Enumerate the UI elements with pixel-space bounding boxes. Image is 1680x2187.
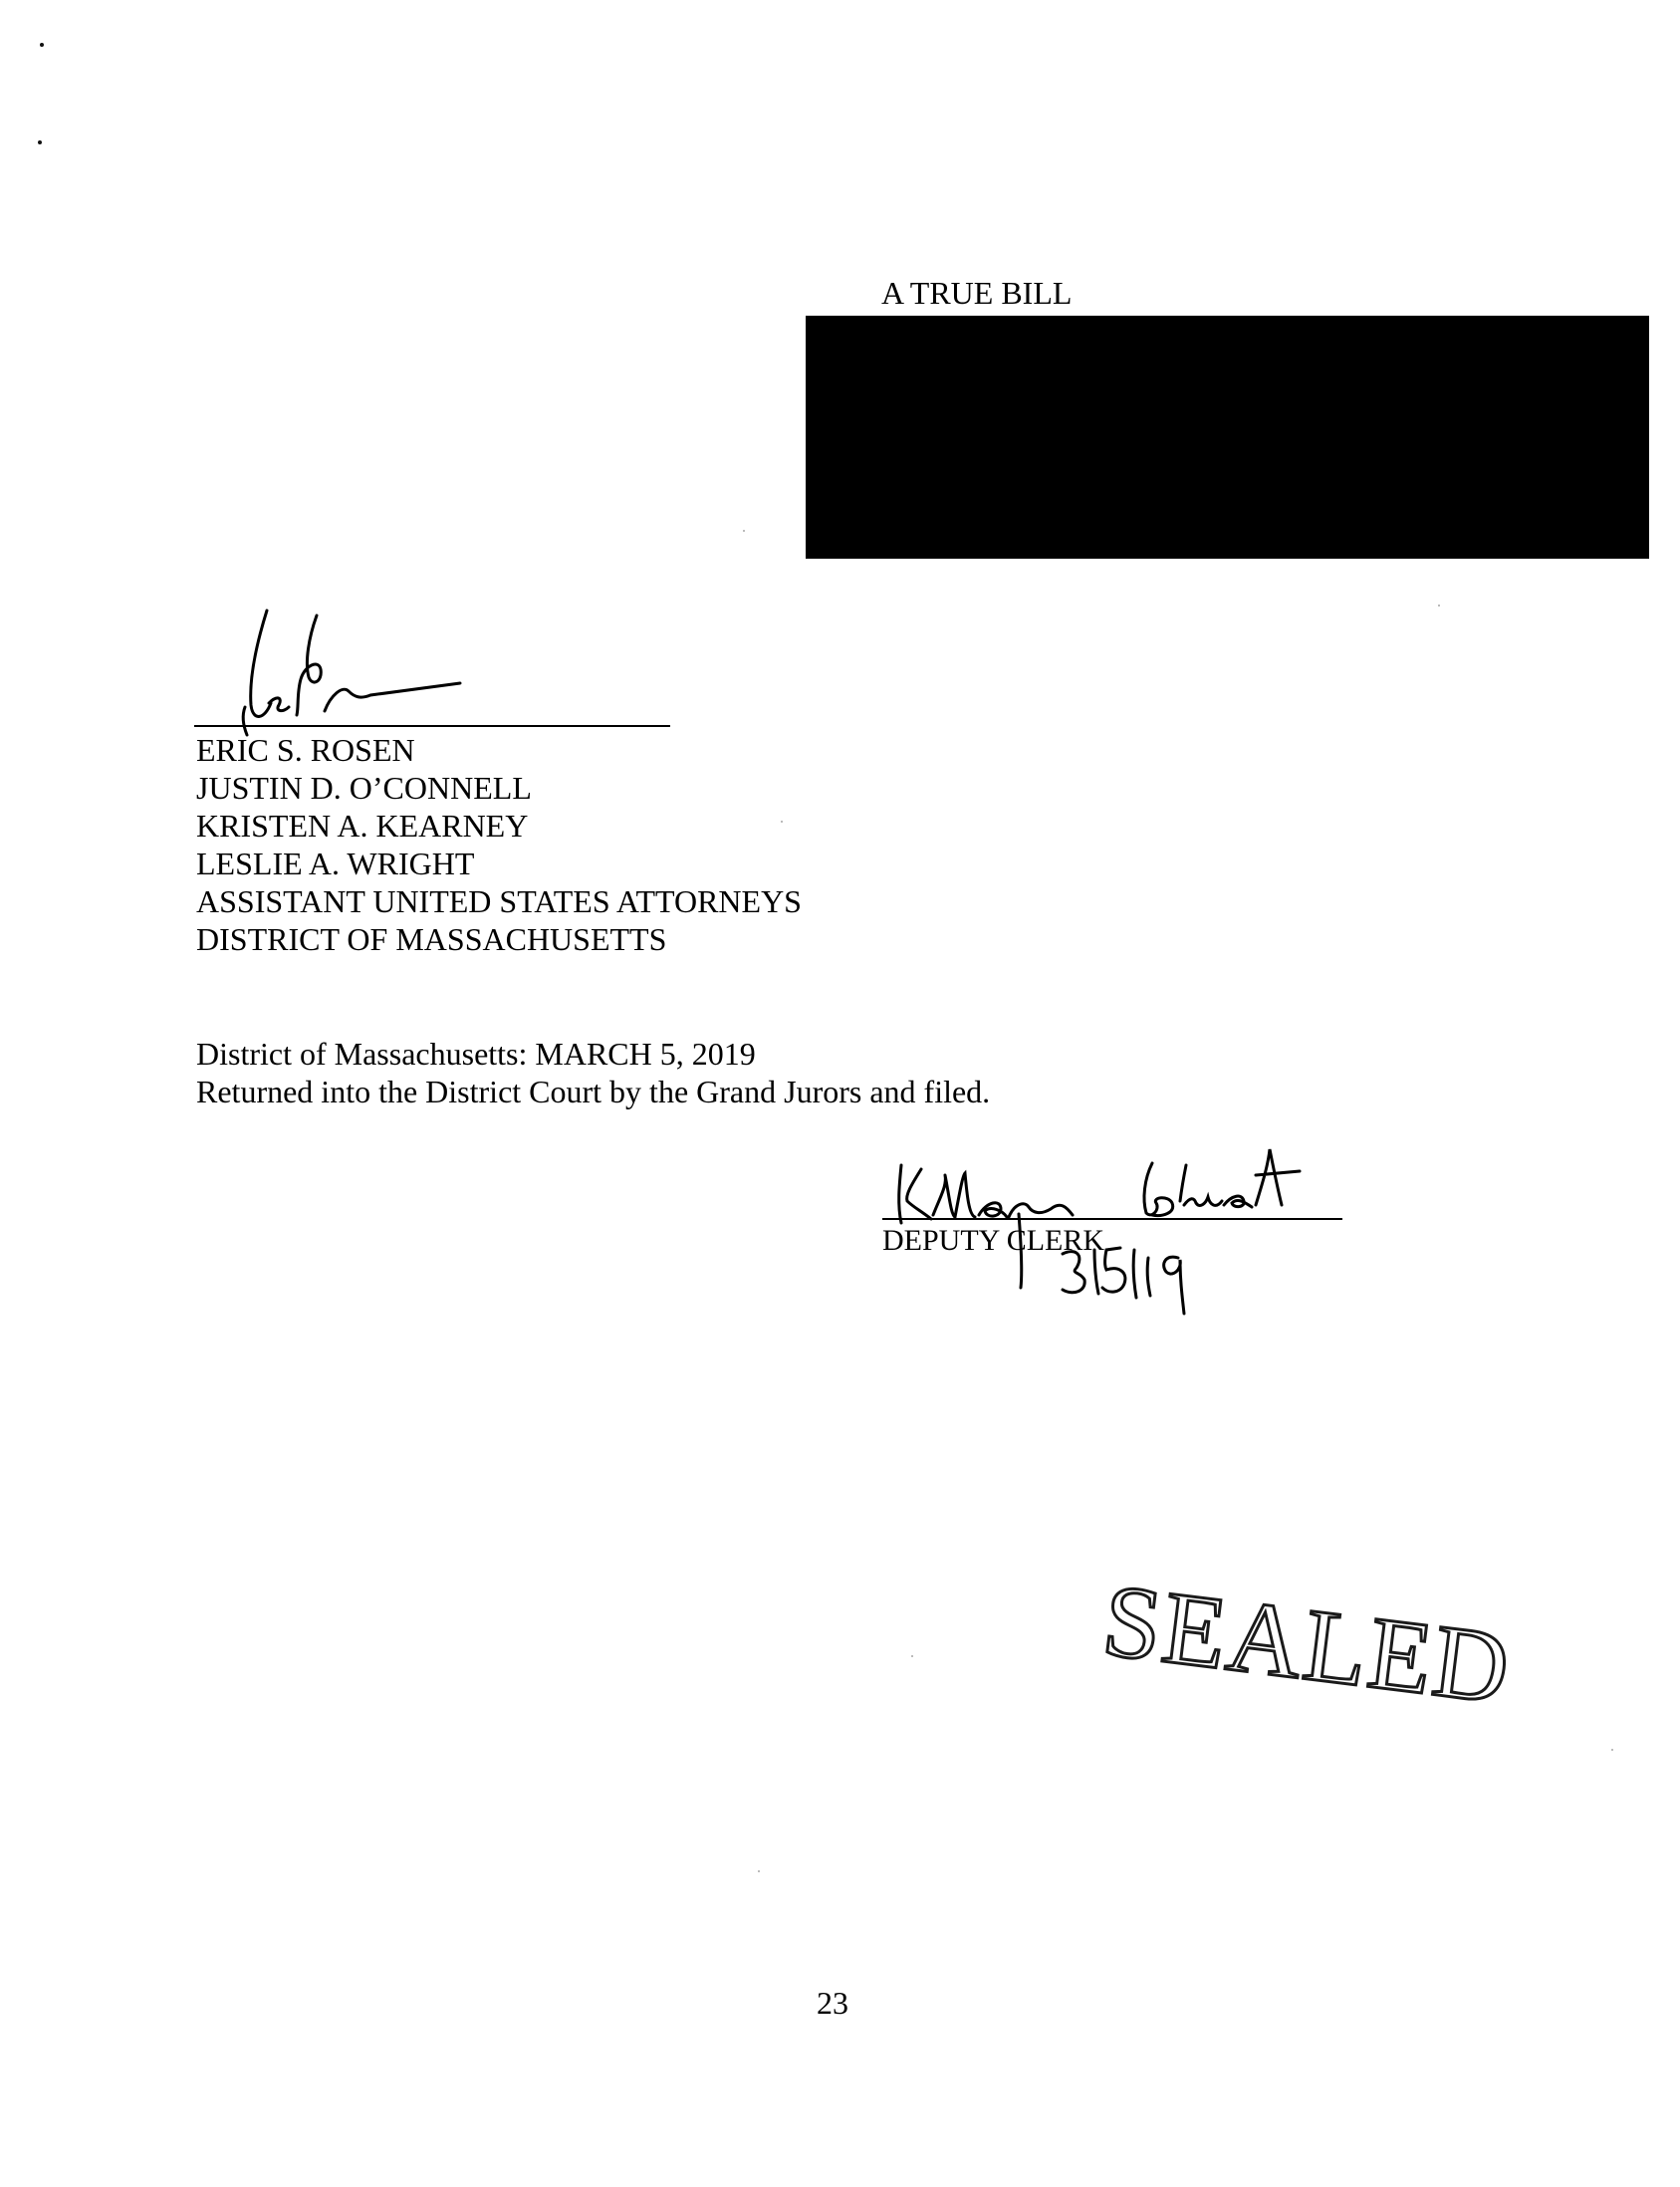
return-date-line: District of Massachusetts: MARCH 5, 2019 [196, 1036, 756, 1072]
prosecutor-signature [239, 608, 478, 742]
signatory-office: DISTRICT OF MASSACHUSETTS [196, 921, 667, 957]
signatory-title: ASSISTANT UNITED STATES ATTORNEYS [196, 883, 802, 919]
scan-speck [758, 1870, 760, 1872]
signatory-name: JUSTIN D. O’CONNELL [196, 770, 532, 806]
signatory-name: ERIC S. ROSEN [196, 732, 415, 768]
signatory-name: KRISTEN A. KEARNEY [196, 808, 529, 844]
sealed-stamp: SEALED [1096, 1563, 1518, 1727]
scan-speck [38, 140, 42, 144]
signatory-name: LESLIE A. WRIGHT [196, 846, 475, 881]
scan-speck [781, 821, 783, 823]
return-filed-line: Returned into the District Court by the Grand Jurors and filed. [196, 1074, 991, 1109]
scan-speck [40, 43, 44, 47]
redaction-box [806, 316, 1649, 559]
scan-speck [911, 1655, 913, 1657]
clerk-handwritten-date [1011, 1210, 1210, 1320]
scan-speck [743, 530, 745, 532]
clerk-label: DEPUTY CLERK [882, 1224, 1105, 1257]
true-bill-heading: A TRUE BILL [881, 275, 1073, 311]
page-number: 23 [817, 1985, 848, 2021]
scan-speck [1438, 605, 1440, 607]
scan-speck [1611, 1749, 1613, 1751]
prosecutor-signature-line [194, 725, 670, 727]
